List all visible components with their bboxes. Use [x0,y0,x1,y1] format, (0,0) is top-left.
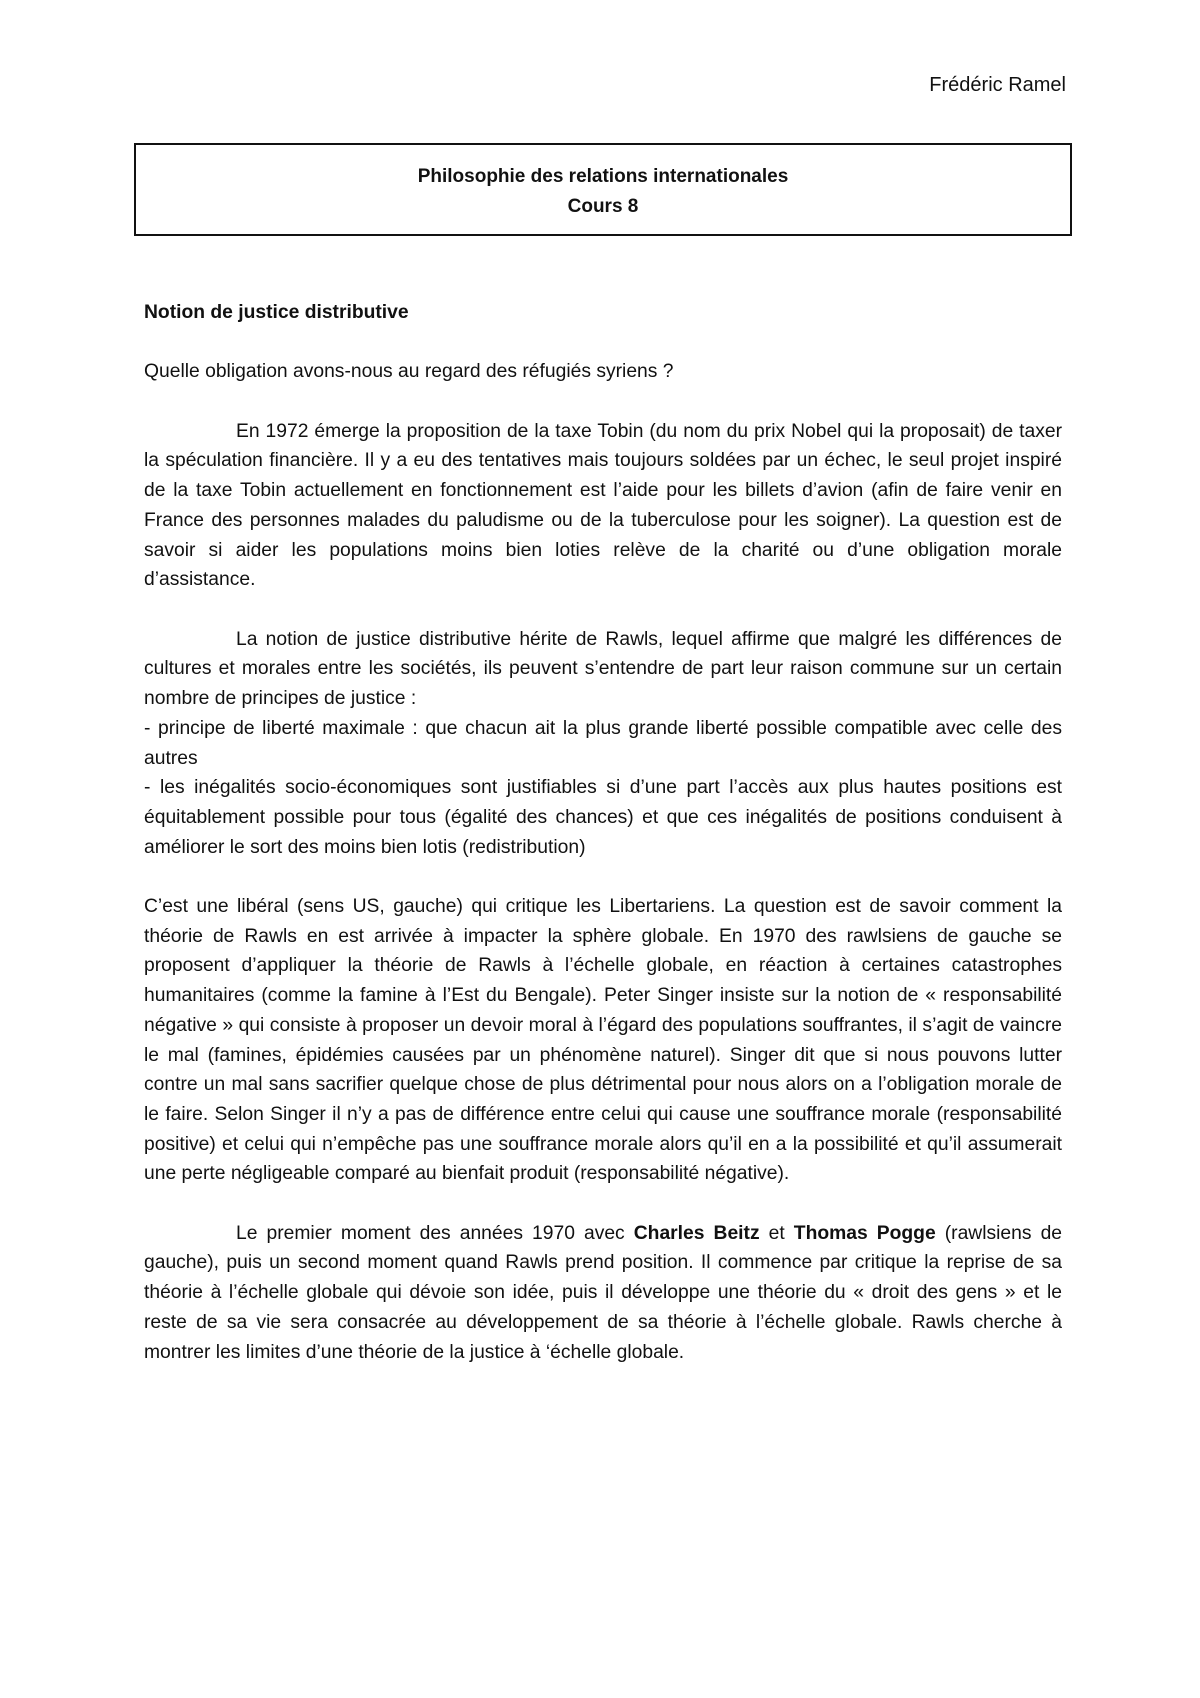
paragraph-beitz-pogge-start: Le premier moment des années 1970 avec [236,1222,634,1244]
paragraph-rawls-intro: La notion de justice distributive hérite de Rawls, lequel affirme que malgré les différences de cultures et morales entre les sociétés, ils peuvent s’entendre de part leur raison commune sur un certain nombre de principes de justice : [144,628,1062,710]
course-title: Philosophie des relations internationales [417,166,789,187]
paragraph-singer: C’est une libéral (sens US, gauche) qui critique les Libertariens. La question est de savoir comment la théorie de Rawls en est arrivée à impacter la sphère globale. En 1970 des rawlsiens de gauche se proposent d’appliquer la théorie de Rawls à l’échelle globale, en réaction à certaines catastrophes humanitaires (comme la famine à l’Est du Bengale). Peter Singer insiste sur la notion de « responsabilité négative » qui consiste à proposer un devoir moral à l’égard des populations souffrantes, il s’agit de vaincre le mal (famines, épidémies causées par un phénomène naturel). Singer dit que si nous pouvons lutter contre un mal sans sacrifier quelque chose de plus détrimental pour nous alors on a l’obligation morale de le faire. Selon Singer il n’y a pas de différence entre celui qui cause une souffrance morale (responsabilité positive) et celui qui n’empêche pas une souffrance morale alors qu’il en a la possibilité et qu’il assumerait une perte négligeable comparé au bienfait produit (responsabilité négative). [144,896,1062,1185]
course-subtitle: Cours 8 [567,196,639,217]
paragraph-beitz-pogge-and: et [759,1222,794,1244]
document-body [144,298,1062,1367]
title-box [134,143,1072,236]
paragraph-beitz-pogge [144,1219,1062,1368]
author-name: Frédéric Ramel [929,74,1066,96]
name-charles-beitz: Charles Beitz [633,1222,760,1244]
paragraph-tobin: En 1972 émerge la proposition de la taxe Tobin (du nom du prix Nobel qui la proposait) de taxer la spéculation financière. Il y a eu des tentatives mais toujours soldées par un échec, le seul projet inspiré de la taxe Tobin actuellement en fonctionnement est l’aide pour les billets d’avion (afin de faire venir en France des personnes malades du paludisme ou de la tuberculose pour les soigner). La question est de savoir si aider les populations moins bien loties relève de la charité ou d’une obligation morale d’assistance. [144,420,1062,591]
section-question: Quelle obligation avons-nous au regard des réfugiés syriens ? [144,361,674,383]
name-thomas-pogge: Thomas Pogge [793,1222,936,1244]
paragraph-beitz-pogge-rest: (rawlsiens de gauche), puis un second moment quand Rawls prend position. Il commence par critique la reprise de sa théorie à l’échelle globale qui dévoie son idée, puis il développe une théorie du « droit des gens » et le reste de sa vie sera consacrée au développement de sa théorie à l’échelle globale. Rawls cherche à montrer les limites d’une théorie de la justice à ‘échelle globale. [144,1222,1063,1363]
principle-item-liberty: - principe de liberté maximale : que chacun ait la plus grande liberté possible compatible avec celle des autres [144,717,1062,769]
section-heading: Notion de justice distributive [144,302,409,323]
principle-item-inequalities: - les inégalités socio-économiques sont justifiables si d’une part l’accès aux plus hautes positions est équitablement possible pour tous (égalité des chances) et que ces inégalités de positions conduisent à améliorer le sort des moins bien lotis (redistribution) [144,777,1062,858]
